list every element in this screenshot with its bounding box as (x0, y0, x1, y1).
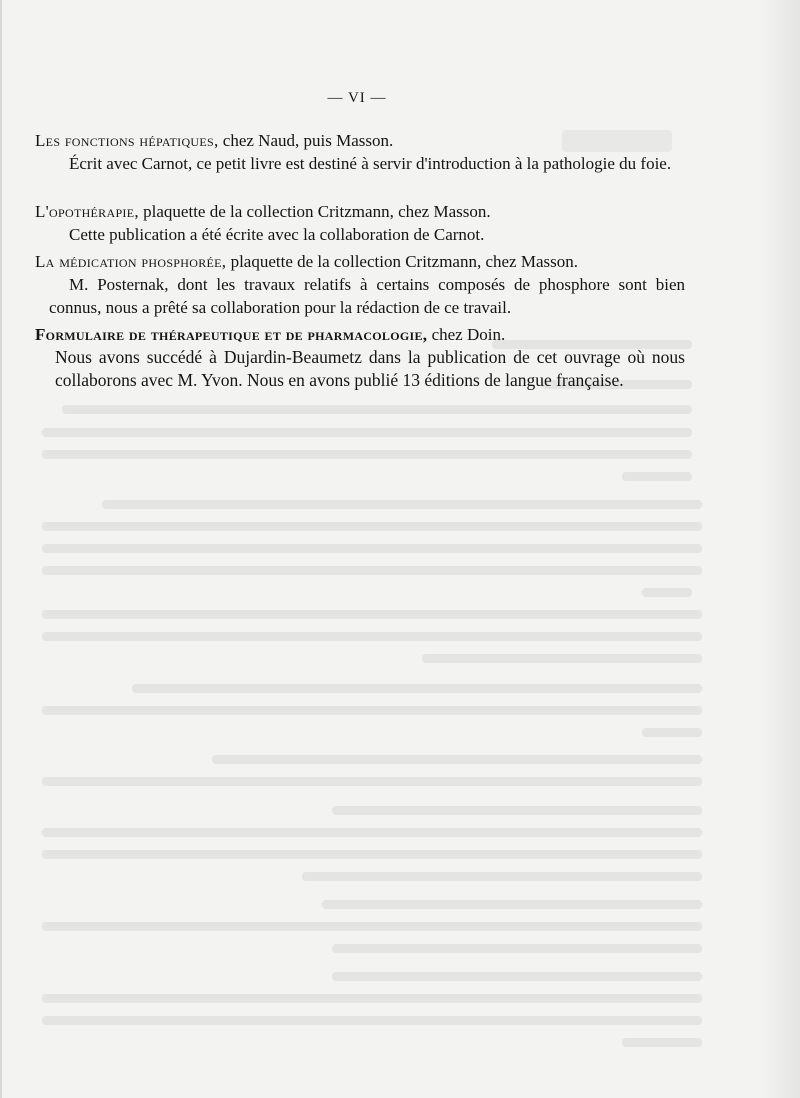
page-number: — VI — (327, 90, 387, 106)
entry-title: L'opothérapie, (35, 202, 139, 221)
bibliography-entry (35, 129, 685, 175)
bibliography-entry (35, 323, 685, 392)
entry-publisher: plaquette de la collection Critzmann, chez Masson. (143, 202, 491, 221)
entry-description: Nous avons succédé à Dujardin-Beaumetz dans la publication de cet ouvrage où nous collaborons avec M. Yvon. Nous en avons publié 13 éditions de langue française. (55, 347, 685, 390)
entry-description: Écrit avec Carnot, ce petit livre est destiné à servir d'introduction à la pathologie du foie. (69, 154, 672, 173)
entry-heading (35, 200, 685, 223)
entry-description: M. Posternak, dont les travaux relatifs à certains composés de phosphore sont bien connus, nous a prêté sa collaboration pour la rédaction de ce travail. (49, 275, 685, 317)
entry-publisher: chez Doin. (431, 325, 506, 344)
entry-heading (35, 129, 685, 152)
entry-title: Les fonctions hépatiques, (35, 131, 219, 150)
entry-title: Formulaire de thérapeutique et de pharmacologie, (35, 325, 428, 344)
bibliography-entry (35, 200, 685, 246)
bibliography-entry (35, 250, 685, 319)
entry-heading (35, 250, 685, 273)
page-fold-shadow (760, 0, 800, 1098)
entry-description: Cette publication a été écrite avec la collaboration de Carnot. (69, 225, 485, 244)
entry-heading (35, 323, 685, 346)
entry-title: La médication phosphorée, (35, 252, 227, 271)
entry-publisher: plaquette de la collection Critzmann, chez Masson. (230, 252, 578, 271)
entry-publisher: chez Naud, puis Masson. (222, 131, 394, 150)
